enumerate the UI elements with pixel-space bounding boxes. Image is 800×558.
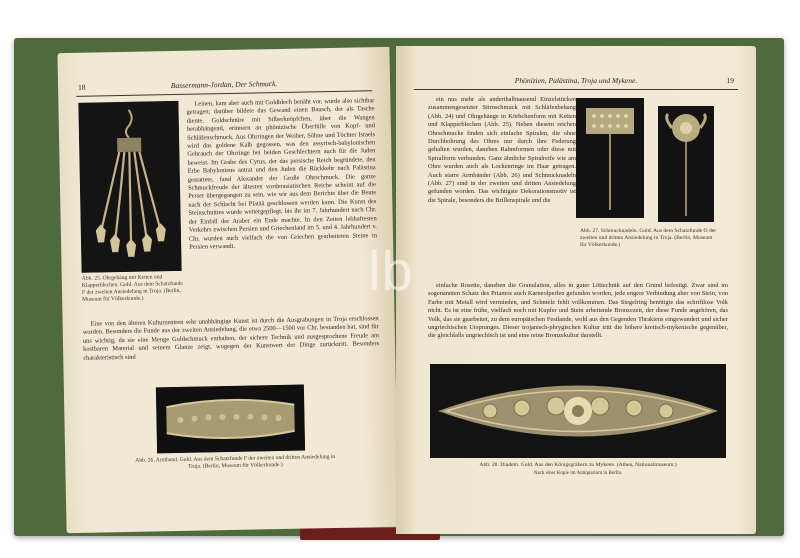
paragraph: ein nus mehr als anderthalbtausend Einzelstücken zusammengesetzter Stirnschmuck mit Schläfenbehang (Abb. 24) und Ohrgehänge in Körbchenform mit Ketten und Klapperblechen (Abb. 25). Neben diesem reichen Ohrschmucke finden sich einfache Spiralen, die ohne Durchbohrung des Ohres nur durch ihre Federung gehalten wurden, daneben Rahmformen oder diese mit Spiralform verbunden. Ganz ähnliche Spiralreife wie am Ohre wurden auch als Lockenringe im Haar getragen. Auch starre Armbänder (Abb. 26) und Schmucknadeln (Abb. 27) sind in der zweiten und dritten Ansiedelung gefunden worden. Das wichtigste Dekorationsmotiv ist die Spirale, besonders die Brillenspirale und die xyxy=(428,96,576,204)
right-page xyxy=(396,46,756,534)
figure-25-earring xyxy=(78,101,181,273)
left-page xyxy=(57,47,398,533)
page-number: 18 xyxy=(77,82,86,92)
figure-27-pin-b xyxy=(658,106,714,222)
figure-27-caption: Abb. 27. Schmucknadeln. Gold. Aus dem Schatzfunde O der zweiten und dritten Ansiedelung in Troja. (Berlin, Museum für Völkerkunde.) xyxy=(580,228,717,248)
running-header-right xyxy=(396,76,756,88)
header-rule xyxy=(414,89,738,90)
bracelet-illustration xyxy=(156,385,305,454)
figure-27-pin-a xyxy=(576,98,644,218)
figure-28-subcaption: Nach einer Kopie im Antiquarium in Berlin. xyxy=(533,471,623,476)
pin-illustration xyxy=(576,98,644,218)
right-column-text xyxy=(428,96,576,280)
paragraph: Leinen, kam aber auch mit Goldblech benäht vor, wurde also sichtbar getragen; darüber bildete das Gewand einen Bausch, der als Tasche diente. Goldschnüre mit Silberknöpfchen, über die Wangen herabhängend, erinnern an phönizische Überfülle von Kopf- und Schläfenschmuck. Aus Ohrringen der Weiber, Söhne und Töchter Israels wird das goldene Kalb gegossen, was den assyrisch-babylonischen Gebrauch der Ohrringe bei beiden Geschlechtern auch für die Juden beweist. Im Grabe des Cyrus, der das persische Reich begründete, den Erbe Babyloniens antrat und den Juden die Rückkehr nach Palästina gestattete, fand Alexander der Große Ohrschmuck. Die ganze Schmuckfreude der ältesten vorderasiatischen Reiche scheint auf die Perser übergegangen zu sein, wie wir aus dem Berichte über die Beute nach der Schlacht bei Platää geschlossen werden kann. Die Kunst des Steinschnittes wurde weitergepflegt, bis ihr im 7. Jahrhundert nach Chr. der Einfall der Araber ein Ende machte. In den Zeiten lebhaftesten Verkehrs zwischen Persien und Griechenland im 5. und 4. Jahrhundert v. Chr. wurden auch vielfach die von Griechen gearbeiteten Steine in Persien verwandt. xyxy=(186,97,378,251)
paragraph: Eine von den älteren Kulturzentren sehr unabhängige Kunst ist durch die Ausgrabungen in Troja erschlossen worden. Besonders die Funde aus der zweiten Ansiedelung, die etwa 2500—1500 vor Chr. bestanden hat, sind für uns wichtig, da sie eine Menge Goldschmuck enthalten, der sichere Technik und ausgesprochene Freude am kostbaren Material und seinem Glanze zeigt, wogegen der Kunstwert der Dinge zurücktritt. Besonders charakteristisch sind xyxy=(82,315,380,362)
earring-illustration xyxy=(78,101,181,273)
running-title: Phönizien, Palästina, Troja und Mykene. xyxy=(514,76,638,85)
paragraph: einfache Rosette, daneben die Granulation, alles in guter Löttechnik auf den Grund befestigt. Zwar sind im sogenannten Schatz des Priamos auch Karneolperlen gefunden worden, jede engere Verbindung aber von Stein, von Farbe mit Metall wird vermieden, und Schmelz fehlt vollkommen. Das Siegelring benötigte das schriftlose Volk nicht. Es ist eine frühe, vielfach noch mit Kupfer und Stein arbeitende Bronzezeit, der diese Funde angehören, das Volk, das sie gearbeitet, zu dem europäischen Festlande, wohl aus den Gegenden Thrakiens eingewandert und sicher ungriechischen Ursprunges. Dieser trojanisch-phrygischen Kultur tritt die höhere kretisch-mykenische gegenüber, die gleichfalls ungriechisch ist und eine reine Bronzekultur darstellt. xyxy=(428,282,728,340)
pin-illustration xyxy=(658,106,714,222)
diadem-illustration xyxy=(430,364,726,458)
running-title: Bassermann-Jordan, Der Schmuck. xyxy=(170,79,278,91)
figure-25-caption: Abb. 25. Ohrgehäng mit Ketten und Klapperblechen. Gold. Aus dem Schatzfunde F der zweiten Ansiedelung in Troja. (Berlin, Museum für Völkerkunde.) xyxy=(81,274,183,303)
watermark: lb xyxy=(368,239,414,302)
figure-28-caption: Abb. 28. Diadem. Gold. Aus den Königsgräbern zu Mykene. (Athen, Nationalmuseum.) xyxy=(479,462,677,468)
figure-28-diadem xyxy=(430,364,726,458)
left-column-text xyxy=(186,97,378,319)
left-full-text xyxy=(83,315,380,389)
figure-26-caption: Abb. 26. Armband. Gold. Aus dem Schatzfunde F der zweiten und dritten Ansiedelung in Troja. (Berlin, Museum für Völkerkunde.) xyxy=(135,453,336,470)
page-number: 19 xyxy=(726,76,734,85)
figure-26-bracelet xyxy=(156,385,305,454)
